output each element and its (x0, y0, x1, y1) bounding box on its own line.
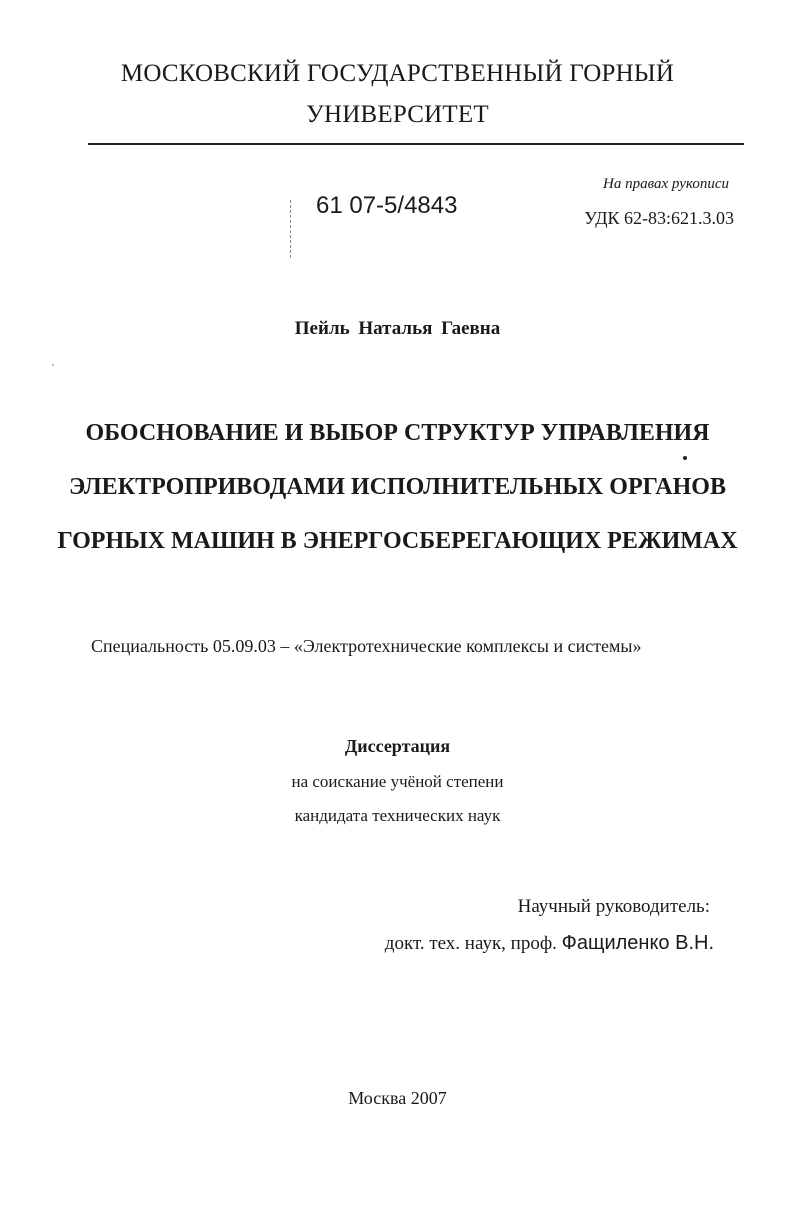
scan-speck-small (52, 364, 54, 366)
degree-line2: кандидата технических наук (294, 806, 501, 825)
university-name-line1: МОСКОВСКИЙ ГОСУДАРСТВЕННЫЙ ГОРНЫЙ (120, 60, 675, 87)
title-line2: ЭЛЕКТРОПРИВОДАМИ ИСПОЛНИТЕЛЬНЫХ ОРГАНОВ (69, 474, 726, 500)
title-line1: ОБОСНОВАНИЕ И ВЫБОР СТРУКТУР УПРАВЛЕНИЯ (85, 420, 710, 446)
udk-code: УДК 62-83:621.3.03 (584, 208, 734, 228)
degree-line1: на соискание учёной степени (291, 772, 504, 791)
title-line3: ГОРНЫХ МАШИН В ЭНЕРГОСБЕРЕГАЮЩИХ РЕЖИМАХ (57, 528, 738, 554)
supervisor-degree: докт. тех. наук, проф. (384, 933, 557, 954)
specialty: Специальность 05.09.03 – «Электротехнические комплексы и системы» (91, 636, 642, 656)
supervisor-line (330, 932, 714, 955)
header-divider (88, 143, 744, 145)
author-name: Пейль Наталья Гаевна (294, 318, 501, 339)
manuscript-rights-label: На правах рукописи (603, 176, 729, 192)
stamp-margin-line (290, 200, 291, 258)
university-name-line2: УНИВЕРСИТЕТ (306, 101, 489, 128)
dissertation-label: Диссертация (344, 736, 451, 756)
city-year: Москва 2007 (348, 1088, 447, 1108)
supervisor-name: Фащиленко В.Н. (561, 932, 714, 954)
scan-speck (683, 456, 687, 460)
supervisor-label: Научный руководитель: (517, 896, 710, 917)
archive-code: 61 07-5/4843 (316, 192, 458, 219)
